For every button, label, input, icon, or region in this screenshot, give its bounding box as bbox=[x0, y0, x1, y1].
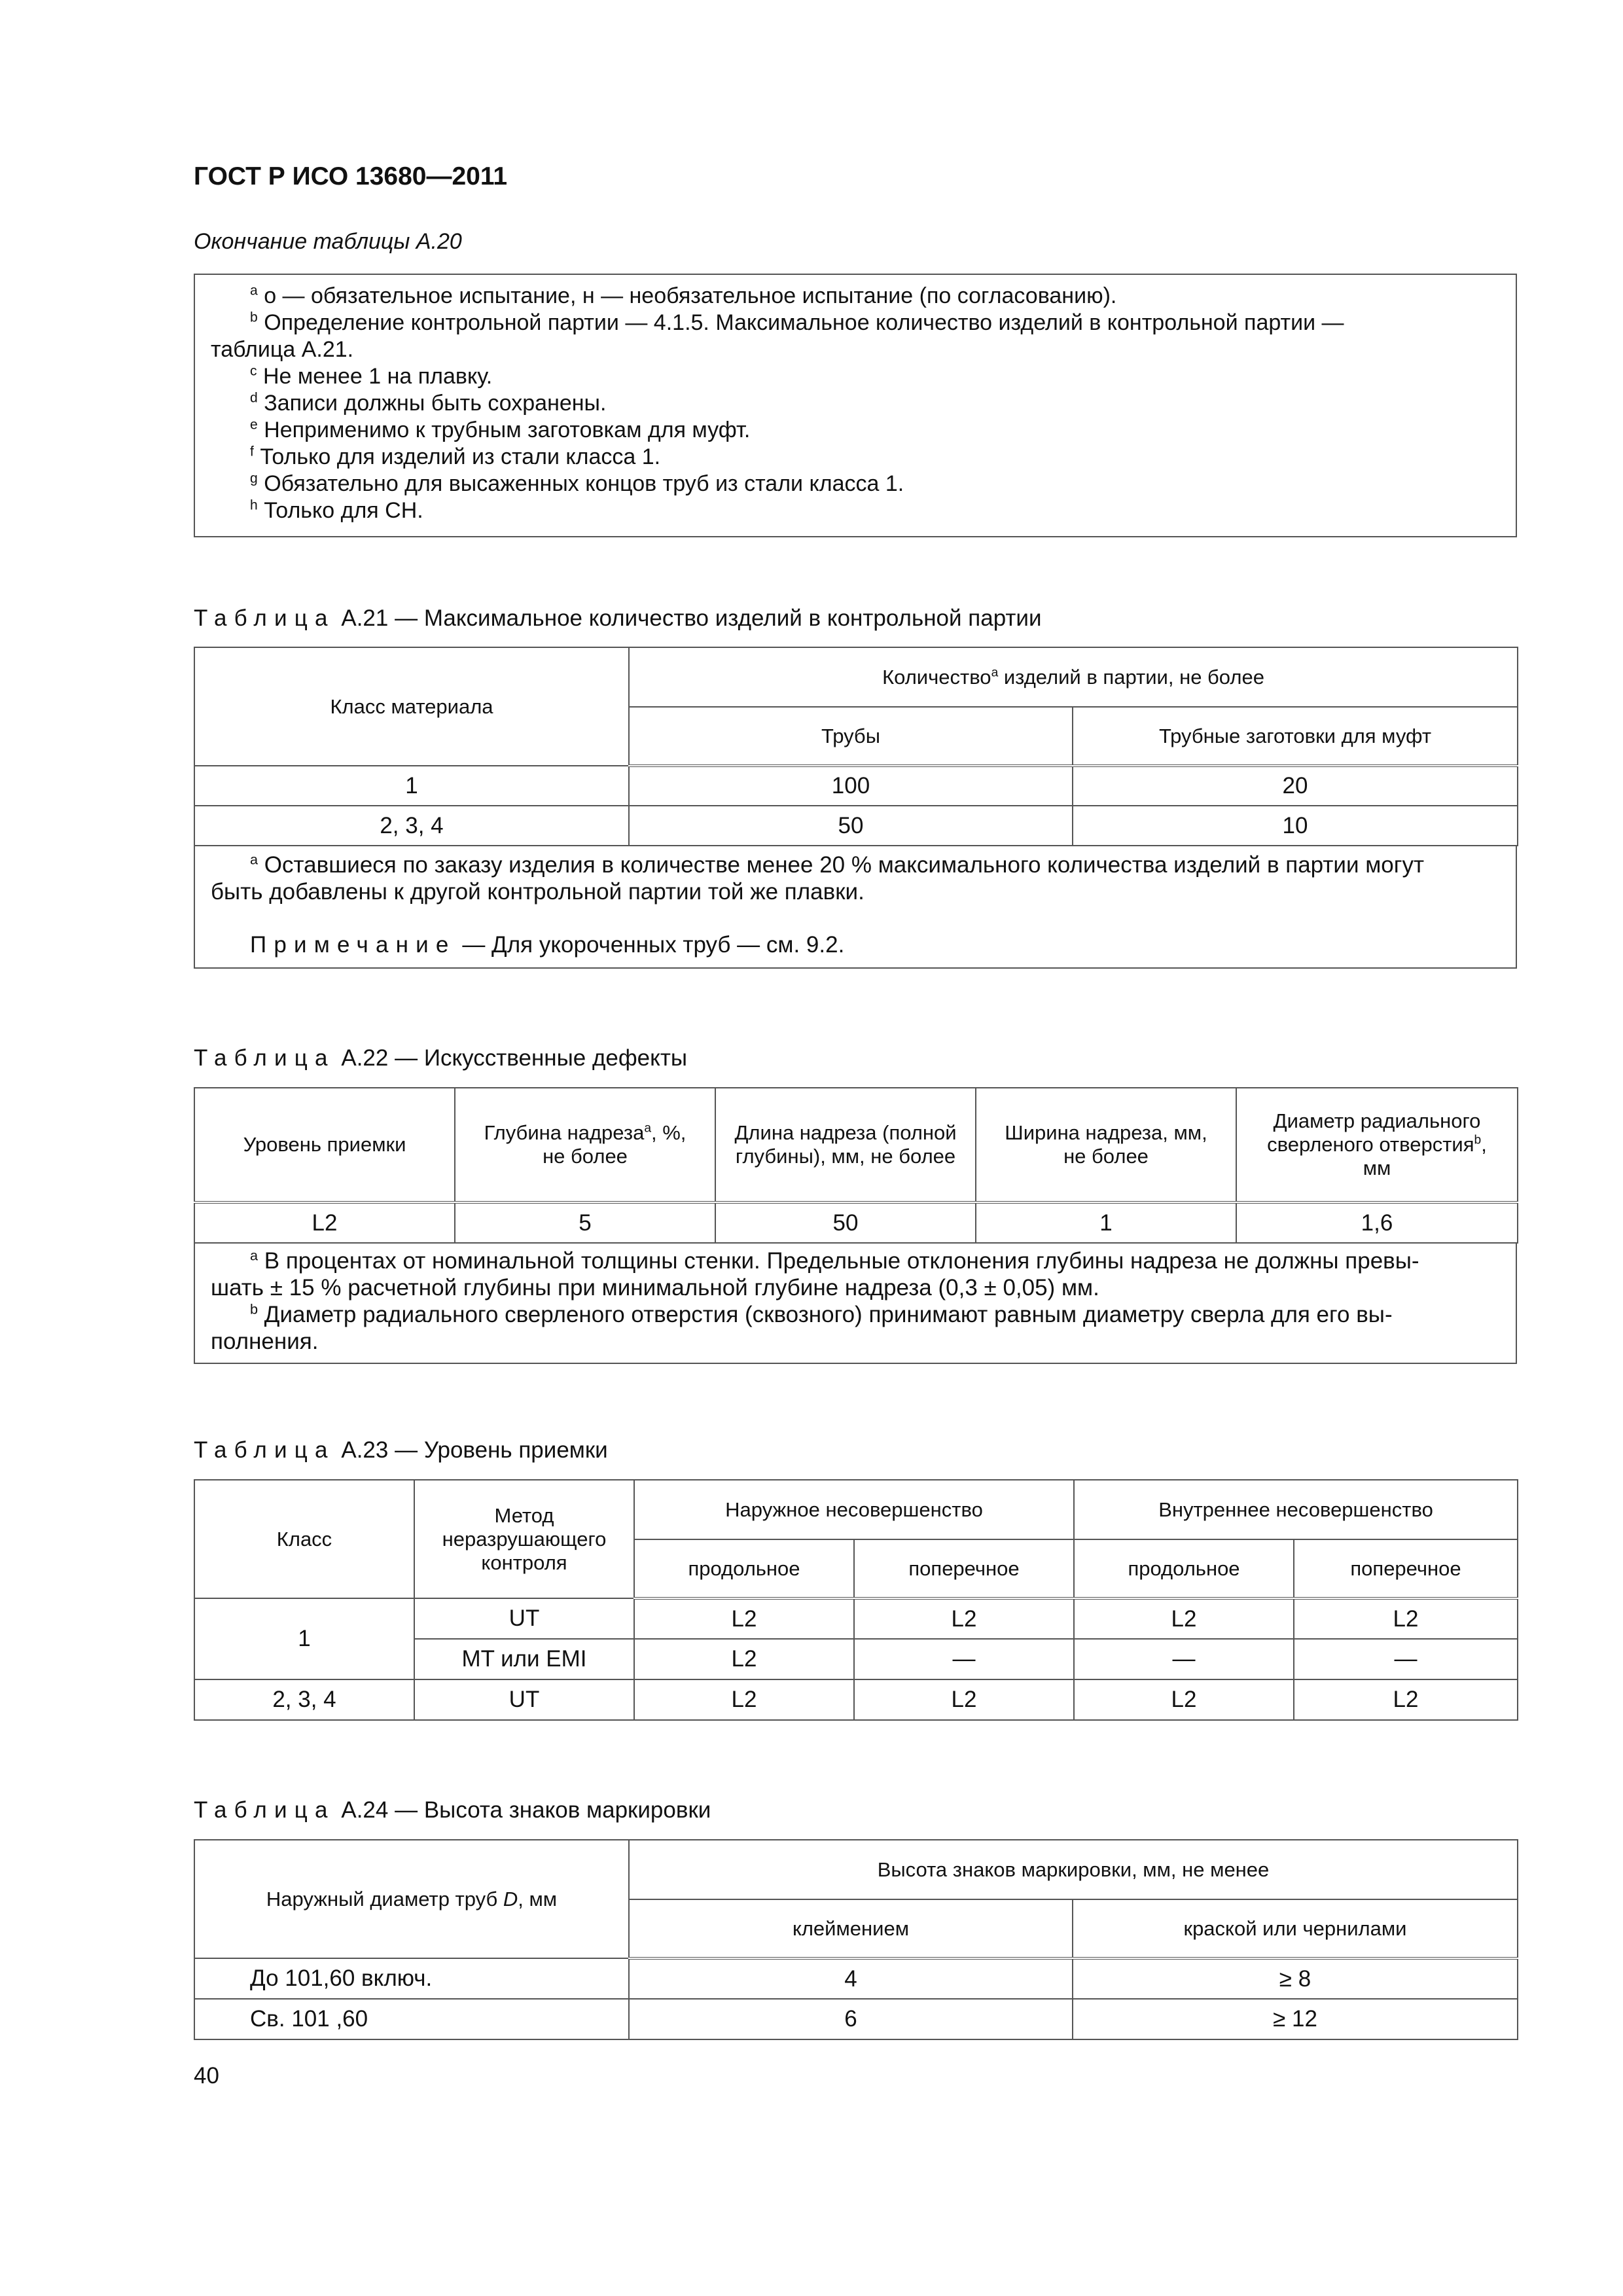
header-outer-longitudinal: продольное bbox=[634, 1539, 854, 1598]
note-e: $^e$ Неприменимо к трубным заготовкам для муфт. bbox=[250, 417, 751, 442]
header-outer-imperfection: Наружное несовершенство bbox=[634, 1480, 1074, 1539]
table-row bbox=[194, 1202, 1518, 1243]
note-c: $^c$ Не менее 1 на плавку. bbox=[250, 363, 493, 389]
note-f: $^f$ Только для изделий из стали класса 1. bbox=[250, 444, 661, 469]
header-notch-length: Длина надреза (полной глубины), мм, не более bbox=[715, 1088, 976, 1202]
cell: L2 bbox=[1074, 1598, 1294, 1639]
header-marking-height: Высота знаков маркировки, мм, не менее bbox=[629, 1840, 1518, 1899]
table-row bbox=[194, 1598, 1518, 1639]
table-a20-notes bbox=[194, 274, 1517, 537]
cell-class: 2, 3, 4 bbox=[194, 1679, 414, 1720]
header-stamping: клеймением bbox=[629, 1899, 1073, 1958]
cell-class: 1 bbox=[194, 1598, 414, 1679]
cell-stamp: 4 bbox=[629, 1958, 1073, 1999]
table-a24 bbox=[194, 1839, 1518, 2040]
table-a22-footnotes: $^a$ В процентах от номинальной толщины стенки. Предельные отклонения глубины надреза не должны превы- шать ± 15 % расчетной глубины при минимальной глубине надреза (0,3 ± 0,05) мм. $^b$ Диаметр радиального сверленого отверстия (сквозного) принимают равным диаметру сверла для его вы- полнения. bbox=[194, 1242, 1517, 1364]
cell: L2 bbox=[1294, 1598, 1518, 1639]
header-acceptance-level: Уровень приемки bbox=[194, 1088, 455, 1202]
cell-paint: ≥ 8 bbox=[1073, 1958, 1518, 1999]
table-a21-note: Примечание — Для укороченных труб — см. 9.2. bbox=[250, 932, 845, 958]
note-a: $^a$ о — обязательное испытание, н — необязательное испытание (по согласованию). bbox=[250, 283, 1117, 308]
document-header: ГОСТ Р ИСО 13680—2011 bbox=[194, 162, 508, 190]
table-a24-caption: Таблица А.24 — Высота знаков маркировки bbox=[194, 1797, 711, 1823]
cell-diameter: Св. 101 ,60 bbox=[194, 1999, 629, 2039]
table-row bbox=[194, 1679, 1518, 1720]
cell-method: UT bbox=[414, 1598, 634, 1639]
note-g: $^g$ Обязательно для высаженных концов труб из стали класса 1. bbox=[250, 471, 904, 496]
header-notch-width: Ширина надреза, мм, не более bbox=[976, 1088, 1236, 1202]
table-a21-caption: Таблица А.21 — Максимальное количество изделий в контрольной партии bbox=[194, 605, 1042, 631]
cell: L2 bbox=[634, 1679, 854, 1720]
header-ndt-method: Метод неразрушающего контроля bbox=[414, 1480, 634, 1598]
cell: L2 bbox=[634, 1639, 854, 1679]
header-outer-transverse: поперечное bbox=[854, 1539, 1074, 1598]
table-row bbox=[194, 806, 1518, 846]
cell: — bbox=[1294, 1639, 1518, 1679]
header-class: Класс bbox=[194, 1480, 414, 1598]
cell: L2 bbox=[634, 1598, 854, 1639]
cell: L2 bbox=[194, 1202, 455, 1243]
table-a21 bbox=[194, 647, 1518, 846]
table-row bbox=[194, 766, 1518, 806]
header-coupling-blanks: Трубные заготовки для муфт bbox=[1073, 707, 1518, 766]
table-a22 bbox=[194, 1087, 1518, 1244]
header-quantity: Количество$^a$ изделий в партии, не более bbox=[629, 647, 1518, 707]
header-outer-diameter: Наружный диаметр труб D, мм bbox=[194, 1840, 629, 1958]
header-material-class: Класс материала bbox=[194, 647, 629, 766]
header-hole-diameter: Диаметр радиального сверленого отверстия$^b$, мм bbox=[1236, 1088, 1518, 1202]
cell: 50 bbox=[715, 1202, 976, 1243]
table-row bbox=[194, 1999, 1518, 2039]
cell-method: UT bbox=[414, 1679, 634, 1720]
cell: 5 bbox=[455, 1202, 715, 1243]
cell-diameter: До 101,60 включ. bbox=[194, 1958, 629, 1999]
header-paint-ink: краской или чернилами bbox=[1073, 1899, 1518, 1958]
table-a21-footnote: $^a$ Оставшиеся по заказу изделия в количестве менее 20 % максимального количества изделий в партии могут быть добавлены к другой контрольной партии той же плавки. Примечание — Для укороченных труб — см. 9.2. bbox=[194, 846, 1517, 969]
table-continuation-label: Окончание таблицы А.20 bbox=[194, 229, 462, 254]
header-notch-depth: Глубина надреза$^a$, %, не более bbox=[455, 1088, 715, 1202]
cell: 1,6 bbox=[1236, 1202, 1518, 1243]
header-inner-imperfection: Внутреннее несовершенство bbox=[1074, 1480, 1518, 1539]
cell-paint: ≥ 12 bbox=[1073, 1999, 1518, 2039]
table-a23 bbox=[194, 1479, 1518, 1721]
header-pipes: Трубы bbox=[629, 707, 1073, 766]
cell-method: MT или EMI bbox=[414, 1639, 634, 1679]
cell-blanks: 20 bbox=[1073, 766, 1518, 806]
table-row bbox=[194, 1958, 1518, 1999]
cell-pipes: 100 bbox=[629, 766, 1073, 806]
note-b-continued: таблица А.21. bbox=[211, 337, 354, 362]
cell: — bbox=[854, 1639, 1074, 1679]
header-inner-transverse: поперечное bbox=[1294, 1539, 1518, 1598]
cell-class: 1 bbox=[194, 766, 629, 806]
note-d: $^d$ Записи должны быть сохранены. bbox=[250, 390, 607, 416]
header-inner-longitudinal: продольное bbox=[1074, 1539, 1294, 1598]
cell-class: 2, 3, 4 bbox=[194, 806, 629, 846]
cell-pipes: 50 bbox=[629, 806, 1073, 846]
table-a22-caption: Таблица А.22 — Искусственные дефекты bbox=[194, 1045, 688, 1071]
cell: 1 bbox=[976, 1202, 1236, 1243]
table-a23-caption: Таблица А.23 — Уровень приемки bbox=[194, 1437, 608, 1463]
note-h: $^h$ Только для СН. bbox=[250, 497, 423, 523]
cell: — bbox=[1074, 1639, 1294, 1679]
page-number: 40 bbox=[194, 2063, 219, 2089]
cell-blanks: 10 bbox=[1073, 806, 1518, 846]
cell: L2 bbox=[854, 1679, 1074, 1720]
cell: L2 bbox=[1074, 1679, 1294, 1720]
cell: L2 bbox=[854, 1598, 1074, 1639]
cell-stamp: 6 bbox=[629, 1999, 1073, 2039]
note-b: $^b$ Определение контрольной партии — 4.1.5. Максимальное количество изделий в контрольной партии — bbox=[250, 310, 1344, 335]
cell: L2 bbox=[1294, 1679, 1518, 1720]
